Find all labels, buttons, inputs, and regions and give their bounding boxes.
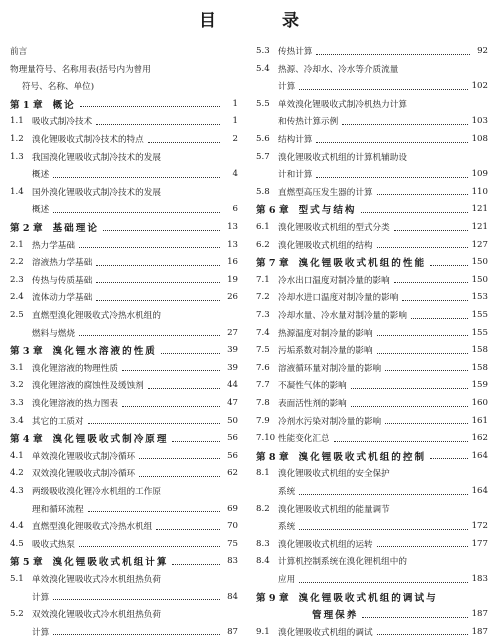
toc-page-number: 6: [232, 204, 238, 215]
toc-page-number: 121: [471, 204, 488, 215]
toc-page-number: 160: [471, 398, 488, 408]
toc-entry[interactable]: [10, 500, 238, 518]
toc-page-number: 16: [227, 257, 238, 268]
toc-entry[interactable]: [256, 605, 488, 623]
toc-entry-number: 7.5: [256, 345, 270, 356]
toc-entry-number: 8.1: [256, 468, 270, 479]
toc-page-number: 39: [227, 345, 238, 356]
toc-dot-leader: [80, 106, 220, 107]
toc-dot-leader: [316, 177, 467, 178]
toc-page-number: 47: [227, 398, 238, 408]
toc-page-number: 56: [227, 450, 238, 461]
toc-entry-title: 溴化锂吸收式机组计算: [52, 557, 169, 569]
toc-entry[interactable]: [256, 376, 488, 394]
toc-entry[interactable]: [256, 623, 488, 637]
toc-entry-number: 1.4: [10, 186, 24, 197]
toc-entry-title: 溴化锂吸收式机组的计算机辅助设: [278, 152, 407, 163]
toc-entry-title: 计和计算: [278, 170, 313, 181]
toc-dot-leader: [316, 142, 467, 143]
toc-entry-title: 热力学基础: [32, 240, 75, 251]
toc-entry-number: 5.8: [256, 186, 270, 197]
toc-entry[interactable]: [256, 112, 488, 130]
toc-dot-leader: [362, 617, 467, 618]
toc-dot-leader: [377, 335, 468, 336]
toc-entry-title: 计算机控制系统在溴化锂机组中的: [278, 557, 407, 568]
toc-entry-number: 1.1: [10, 116, 24, 127]
toc-chapter-entry[interactable]: [256, 200, 488, 218]
toc-dot-leader: [88, 423, 220, 424]
toc-entry[interactable]: [10, 376, 238, 394]
toc-entry-number: 5.5: [256, 98, 270, 109]
toc-dot-leader: [139, 476, 220, 477]
toc-entry-number: 3.1: [10, 362, 24, 373]
toc-entry-title: 冷却水进口温度对制冷量的影响: [278, 293, 399, 304]
toc-page-number: 183: [471, 574, 488, 584]
toc-entry-number: 4.2: [10, 468, 24, 479]
toc-entry-title: 溴化锂吸收式机组的控制: [298, 451, 427, 463]
toc-entry-number: 6.2: [256, 239, 270, 250]
toc-entry-number: 第 2 章: [10, 223, 43, 234]
toc-dot-leader: [299, 529, 467, 530]
toc-dot-leader: [96, 282, 220, 283]
toc-page-number: 162: [471, 433, 488, 444]
toc-entry-number: 5.7: [256, 151, 270, 162]
toc-page-number: 150: [471, 257, 488, 268]
toc-entry[interactable]: [256, 165, 488, 183]
toc-entry-title: 直燃型溴化锂吸收式冷热水机组的: [32, 311, 161, 321]
toc-page-number: 187: [471, 609, 488, 620]
toc-dot-leader: [148, 142, 220, 143]
toc-dot-leader: [377, 194, 468, 195]
toc-page-number: 159: [471, 380, 488, 391]
toc-entry-number: 8.3: [256, 538, 270, 549]
toc-entry-title: 溴化锂吸收式制冷技术的特点: [32, 135, 144, 145]
toc-entry-title: 两级吸收溴化锂冷水机组的工作原: [32, 487, 161, 497]
toc-entry-number: 7.2: [256, 292, 270, 303]
toc-dot-leader: [79, 546, 220, 547]
toc-dot-leader: [394, 230, 468, 231]
toc-entry-title: 其它的工质对: [32, 416, 84, 427]
toc-page-number: 62: [227, 468, 238, 479]
toc-page-number: 150: [471, 274, 488, 285]
toc-dot-leader: [96, 300, 220, 301]
toc-entry-number: 8.4: [256, 556, 270, 567]
toc-page-number: 155: [471, 327, 488, 338]
toc-dot-leader: [334, 441, 468, 442]
toc-page-number: 127: [471, 239, 488, 250]
page-title: 目 录: [199, 11, 329, 31]
toc-entry[interactable]: [10, 359, 238, 377]
toc-entry-title: 流体动力学基础: [32, 293, 93, 304]
toc-entry[interactable]: [10, 200, 238, 218]
toc-chapter-entry[interactable]: [10, 341, 238, 359]
toc-entry[interactable]: [10, 148, 238, 166]
toc-entry-number: 第 9 章: [256, 592, 289, 604]
toc-dot-leader: [53, 599, 220, 600]
toc-dot-leader: [172, 441, 220, 442]
toc-entry[interactable]: [256, 183, 488, 201]
toc-entry-title: 基础理论: [52, 223, 99, 234]
toc-entry-title: 管理保养: [312, 610, 359, 622]
toc-entry[interactable]: [256, 236, 488, 254]
toc-entry-title: 我国溴化锂吸收式制冷技术的发展: [32, 152, 161, 163]
toc-dot-leader: [161, 353, 220, 354]
toc-entry-title: 应用: [278, 575, 296, 585]
toc-entry[interactable]: [10, 165, 238, 183]
toc-page-number: 158: [471, 345, 488, 356]
toc-entry-number: 7.1: [256, 274, 270, 285]
toc-page-number: 102: [471, 81, 488, 92]
toc-page-number: 158: [471, 362, 488, 373]
toc-entry[interactable]: [10, 130, 238, 148]
toc-dot-leader: [342, 124, 467, 125]
toc-dot-leader: [385, 423, 467, 424]
toc-entry-number: 9.1: [256, 626, 270, 637]
toc-entry[interactable]: [256, 95, 488, 113]
toc-entry-number: 5.1: [10, 574, 24, 584]
toc-entry-number: 第 6 章: [256, 205, 289, 217]
toc-entry-title: 直燃型高压发生器的计算: [278, 187, 373, 198]
toc-dot-leader: [53, 212, 220, 213]
toc-entry-title: 溶液热力学基础: [32, 258, 93, 269]
toc-entry[interactable]: [10, 306, 238, 324]
toc-entry-title: 单效溴化锂吸收式制冷机热力计算: [278, 99, 407, 110]
toc-entry-title: 结构计算: [278, 135, 313, 145]
toc-entry-title: 溴化锂溶液的物理性质: [32, 363, 118, 374]
toc-entry-number: 第 1 章: [10, 99, 43, 111]
toc-entry-title: 前言: [10, 47, 28, 57]
toc-entry-number: 4.5: [10, 538, 24, 549]
toc-entry-number: 2.3: [10, 274, 24, 285]
toc-dot-leader: [377, 546, 468, 547]
toc-entry-number: 4.4: [10, 521, 24, 532]
toc-entry[interactable]: [256, 464, 488, 482]
toc-page-number: 108: [471, 134, 488, 144]
toc-entry-title: 溴化锂吸收式机组的安全保护: [278, 469, 390, 480]
toc-entry-title: 燃料与燃烧: [32, 328, 75, 339]
toc-entry-number: 第 5 章: [10, 557, 43, 569]
toc-chapter-entry[interactable]: [256, 447, 488, 465]
toc-page-number: 1: [232, 116, 238, 127]
toc-entry-title: 溴化锂溶液的热力图表: [32, 399, 118, 409]
toc-dot-leader: [361, 212, 468, 213]
toc-entry-number: 5.6: [256, 134, 270, 144]
toc-entry-title: 和传热计算示例: [278, 117, 339, 128]
toc-entry[interactable]: [10, 42, 238, 60]
toc-dot-leader: [88, 511, 220, 512]
toc-entry-number: 6.1: [256, 222, 270, 232]
toc-page-number: 92: [477, 46, 488, 56]
toc-entry[interactable]: [256, 429, 488, 447]
toc-entry-title: 冷剂水污染对制冷量的影响: [278, 416, 382, 427]
toc-page-number: 70: [227, 521, 238, 532]
toc-entry-number: 3.2: [10, 380, 24, 391]
toc-entry[interactable]: [10, 464, 238, 482]
toc-entry[interactable]: [10, 447, 238, 465]
toc-dot-leader: [394, 282, 468, 283]
toc-entry[interactable]: [256, 517, 488, 535]
toc-entry-title: 直燃型溴化锂吸收式冷热水机组: [32, 522, 153, 533]
toc-entry[interactable]: [10, 570, 238, 588]
toc-entry-title: 溴化锂吸收式机组的结构: [278, 240, 373, 251]
toc-entry[interactable]: [10, 517, 238, 535]
toc-entry-number: 8.2: [256, 503, 270, 514]
toc-entry[interactable]: [256, 341, 488, 359]
toc-dot-leader: [377, 634, 468, 635]
toc-entry-title: 概述: [32, 170, 50, 181]
toc-entry[interactable]: [256, 570, 488, 588]
toc-entry[interactable]: [256, 535, 488, 553]
toc-entry-number: 第 8 章: [256, 451, 289, 463]
toc-chapter-entry[interactable]: [10, 552, 238, 570]
toc-entry[interactable]: [10, 253, 238, 271]
toc-entry[interactable]: [256, 60, 488, 78]
toc-entry[interactable]: [256, 288, 488, 306]
toc-entry-title: 理和循环流程: [32, 504, 84, 515]
toc-entry-title: 双效溴化锂吸收式制冷循环: [32, 469, 136, 480]
toc-dot-leader: [299, 89, 467, 90]
toc-entry[interactable]: [10, 605, 238, 623]
toc-entry-number: 5.4: [256, 63, 270, 74]
toc-page-number: 121: [471, 222, 488, 232]
toc-chapter-entry[interactable]: [10, 95, 238, 113]
toc-entry-title: 溴化锂吸收式机组的调试: [278, 627, 373, 637]
toc-entry-title: 吸收式制冷技术: [32, 117, 93, 128]
toc-entry-title: 溴化锂吸收式机组的调试与: [298, 592, 438, 604]
toc-chapter-entry[interactable]: [256, 253, 488, 271]
toc-dot-leader: [122, 370, 220, 371]
toc-entry[interactable]: [256, 394, 488, 412]
toc-entry[interactable]: [256, 306, 488, 324]
toc-entry[interactable]: [256, 42, 488, 60]
toc-entry-number: 7.3: [256, 310, 270, 320]
toc-page-number: 84: [227, 591, 238, 602]
toc-entry-title: 型式与结构: [298, 205, 357, 217]
toc-entry-number: 2.1: [10, 239, 24, 250]
toc-page-number: 172: [471, 521, 488, 532]
toc-dot-leader: [377, 247, 468, 248]
toc-dot-leader: [430, 458, 468, 459]
toc-entry[interactable]: [10, 623, 238, 637]
toc-entry-number: 5.2: [10, 609, 24, 620]
toc-dot-leader: [172, 564, 220, 565]
toc-entry-number: 2.4: [10, 292, 24, 303]
toc-entry[interactable]: [256, 271, 488, 289]
toc-chapter-entry[interactable]: [256, 588, 488, 606]
toc-dot-leader: [299, 494, 467, 495]
toc-dot-leader: [351, 388, 468, 389]
toc-entry-title: 国外溴化锂吸收式制冷技术的发展: [32, 187, 161, 198]
toc-dot-leader: [430, 265, 468, 266]
toc-entry-title: 双效溴化锂吸收式冷水机组热负荷: [32, 610, 161, 621]
toc-entry-number: 3.3: [10, 398, 24, 408]
toc-entry-title: 传热计算: [278, 47, 313, 57]
toc-dot-leader: [79, 247, 220, 248]
toc-entry[interactable]: [256, 324, 488, 342]
toc-entry[interactable]: [256, 359, 488, 377]
toc-entry[interactable]: [256, 77, 488, 95]
toc-entry[interactable]: [256, 482, 488, 500]
toc-entry-title: 系统: [278, 522, 296, 533]
toc-page-number: 187: [471, 626, 488, 637]
toc-entry-number: 5.3: [256, 46, 270, 56]
toc-page-number: 1: [232, 98, 238, 109]
toc-page-number: 103: [471, 116, 488, 127]
toc-entry[interactable]: [10, 236, 238, 254]
toc-entry-title: 概论: [52, 99, 76, 111]
toc-dot-leader: [299, 582, 467, 583]
toc-entry[interactable]: [10, 271, 238, 289]
toc-entry-number: 1.2: [10, 134, 24, 144]
toc-entry[interactable]: [256, 500, 488, 518]
toc-page-number: 83: [227, 556, 238, 567]
toc-entry-number: 第 7 章: [256, 258, 289, 270]
toc-entry[interactable]: [10, 60, 238, 78]
toc-dot-leader: [122, 406, 220, 407]
toc-page-number: 4: [232, 169, 238, 180]
toc-dot-leader: [402, 300, 467, 301]
toc-entry[interactable]: [10, 324, 238, 342]
toc-entry-title: 符号、名称、单位): [22, 82, 95, 93]
toc-entry-title: 冷却水量、冷水量对制冷量的影响: [278, 311, 407, 321]
toc-entry-title: 性能变化汇总: [278, 434, 330, 445]
toc-page-number: 39: [227, 362, 238, 373]
toc-entry[interactable]: [256, 148, 488, 166]
toc-page-number: 177: [471, 538, 488, 549]
toc-entry-number: 3.4: [10, 415, 24, 426]
toc-page-number: 50: [227, 415, 238, 426]
toc-page-number: 44: [227, 380, 238, 391]
toc-entry[interactable]: [256, 130, 488, 148]
toc-page-number: 110: [471, 186, 488, 197]
toc-page-number: 56: [227, 433, 238, 444]
toc-entry-title: 冷水出口温度对制冷量的影响: [278, 275, 390, 286]
toc-dot-leader: [351, 406, 468, 407]
toc-dot-leader: [148, 388, 220, 389]
toc-entry-title: 物理量符号、名称用表(括号内为曾用: [10, 64, 151, 75]
toc-entry-number: 7.6: [256, 362, 270, 373]
toc-entry-number: 7.9: [256, 415, 270, 426]
toc-page-number: 27: [227, 327, 238, 338]
toc-entry[interactable]: [256, 412, 488, 430]
toc-entry-title: 溶液循环量对制冷量的影响: [278, 363, 382, 374]
toc-entry[interactable]: [256, 218, 488, 236]
toc-dot-leader: [156, 529, 220, 530]
toc-entry[interactable]: [256, 552, 488, 570]
toc-entry[interactable]: [10, 535, 238, 553]
toc-entry-title: 不凝性气体的影响: [278, 381, 347, 392]
toc-page-number: 13: [227, 222, 238, 232]
toc-dot-leader: [96, 265, 220, 266]
toc-page-number: 155: [471, 310, 488, 320]
toc-entry-title: 吸收式热泵: [32, 539, 75, 550]
toc-entry-number: 2.2: [10, 257, 24, 268]
toc-entry-title: 计算: [32, 592, 50, 603]
toc-dot-leader: [79, 335, 220, 336]
toc-entry[interactable]: [10, 183, 238, 201]
toc-dot-leader: [377, 353, 468, 354]
toc-entry-number: 7.7: [256, 380, 270, 391]
toc-page-number: 87: [227, 626, 238, 637]
toc-page-number: 164: [471, 450, 488, 461]
toc-entry[interactable]: [10, 77, 238, 95]
toc-entry[interactable]: [10, 394, 238, 412]
toc-entry-number: 第 3 章: [10, 346, 43, 358]
toc-page-number: 19: [227, 274, 238, 285]
toc-page-number: 75: [227, 538, 238, 549]
toc-page-number: 109: [471, 169, 488, 180]
toc-chapter-entry[interactable]: [10, 218, 238, 236]
toc-page-number: 164: [471, 486, 488, 496]
toc-entry[interactable]: [10, 412, 238, 430]
toc-dot-leader: [103, 230, 220, 231]
toc-entry-title: 单效溴化锂吸收式冷水机组热负荷: [32, 575, 161, 585]
toc-dot-leader: [385, 370, 467, 371]
toc-entry-title: 传热与传质基础: [32, 275, 93, 286]
toc-entry-number: 4.1: [10, 450, 24, 461]
toc-entry-number: 1.3: [10, 151, 24, 162]
toc-entry-number: 7.10: [256, 433, 276, 444]
toc-entry-title: 热源、冷却水、冷水等介质流量: [278, 64, 399, 75]
toc-entry-title: 溴化锂吸收式机组的能量调节: [278, 504, 390, 515]
toc-entry-title: 概述: [32, 205, 50, 216]
toc-entry-title: 热源温度对制冷量的影响: [278, 328, 373, 339]
toc-page-number: 69: [227, 503, 238, 514]
toc-entry-number: 第 4 章: [10, 434, 43, 446]
toc-entry[interactable]: [10, 482, 238, 500]
toc-entry-title: 污垢系数对制冷量的影响: [278, 346, 373, 357]
toc-page-number: 2: [232, 134, 238, 144]
toc-entry-title: 计算: [32, 627, 50, 637]
toc-entry-number: 2.5: [10, 310, 24, 320]
toc-chapter-entry[interactable]: [10, 429, 238, 447]
toc-entry-title: 溴化锂吸收式机组的运转: [278, 539, 373, 550]
toc-entry-number: 4.3: [10, 486, 24, 496]
toc-entry-number: 7.8: [256, 398, 270, 408]
toc-dot-leader: [411, 318, 468, 319]
toc-entry-number: 7.4: [256, 327, 270, 338]
toc-entry-title: 单效溴化锂吸收式制冷循环: [32, 451, 136, 462]
toc-page-number: 153: [471, 292, 488, 303]
toc-dot-leader: [316, 54, 470, 55]
toc-entry-title: 计算: [278, 82, 296, 93]
toc-dot-leader: [139, 458, 220, 459]
toc-page-number: 13: [227, 239, 238, 250]
toc-dot-leader: [96, 124, 220, 125]
toc-entry-title: 表面活性剂的影响: [278, 399, 347, 409]
toc-entry-title: 溴化锂吸收式机组的型式分类: [278, 223, 390, 233]
toc-page-number: 26: [227, 292, 238, 303]
toc-entry[interactable]: [10, 588, 238, 606]
toc-entry[interactable]: [10, 288, 238, 306]
toc-entry-title: 溴化锂吸收式机组的性能: [298, 258, 427, 270]
toc-page-number: 161: [471, 415, 488, 426]
toc-entry-title: 溴化锂溶液的腐蚀性及缓蚀剂: [32, 381, 144, 392]
toc-entry-title: 系统: [278, 487, 296, 497]
toc-dot-leader: [53, 634, 220, 635]
toc-dot-leader: [53, 177, 220, 178]
toc-entry[interactable]: [10, 112, 238, 130]
toc-entry-title: 溴化锂水溶液的性质: [52, 346, 157, 358]
toc-entry-title: 溴化锂吸收式制冷原理: [52, 434, 169, 446]
